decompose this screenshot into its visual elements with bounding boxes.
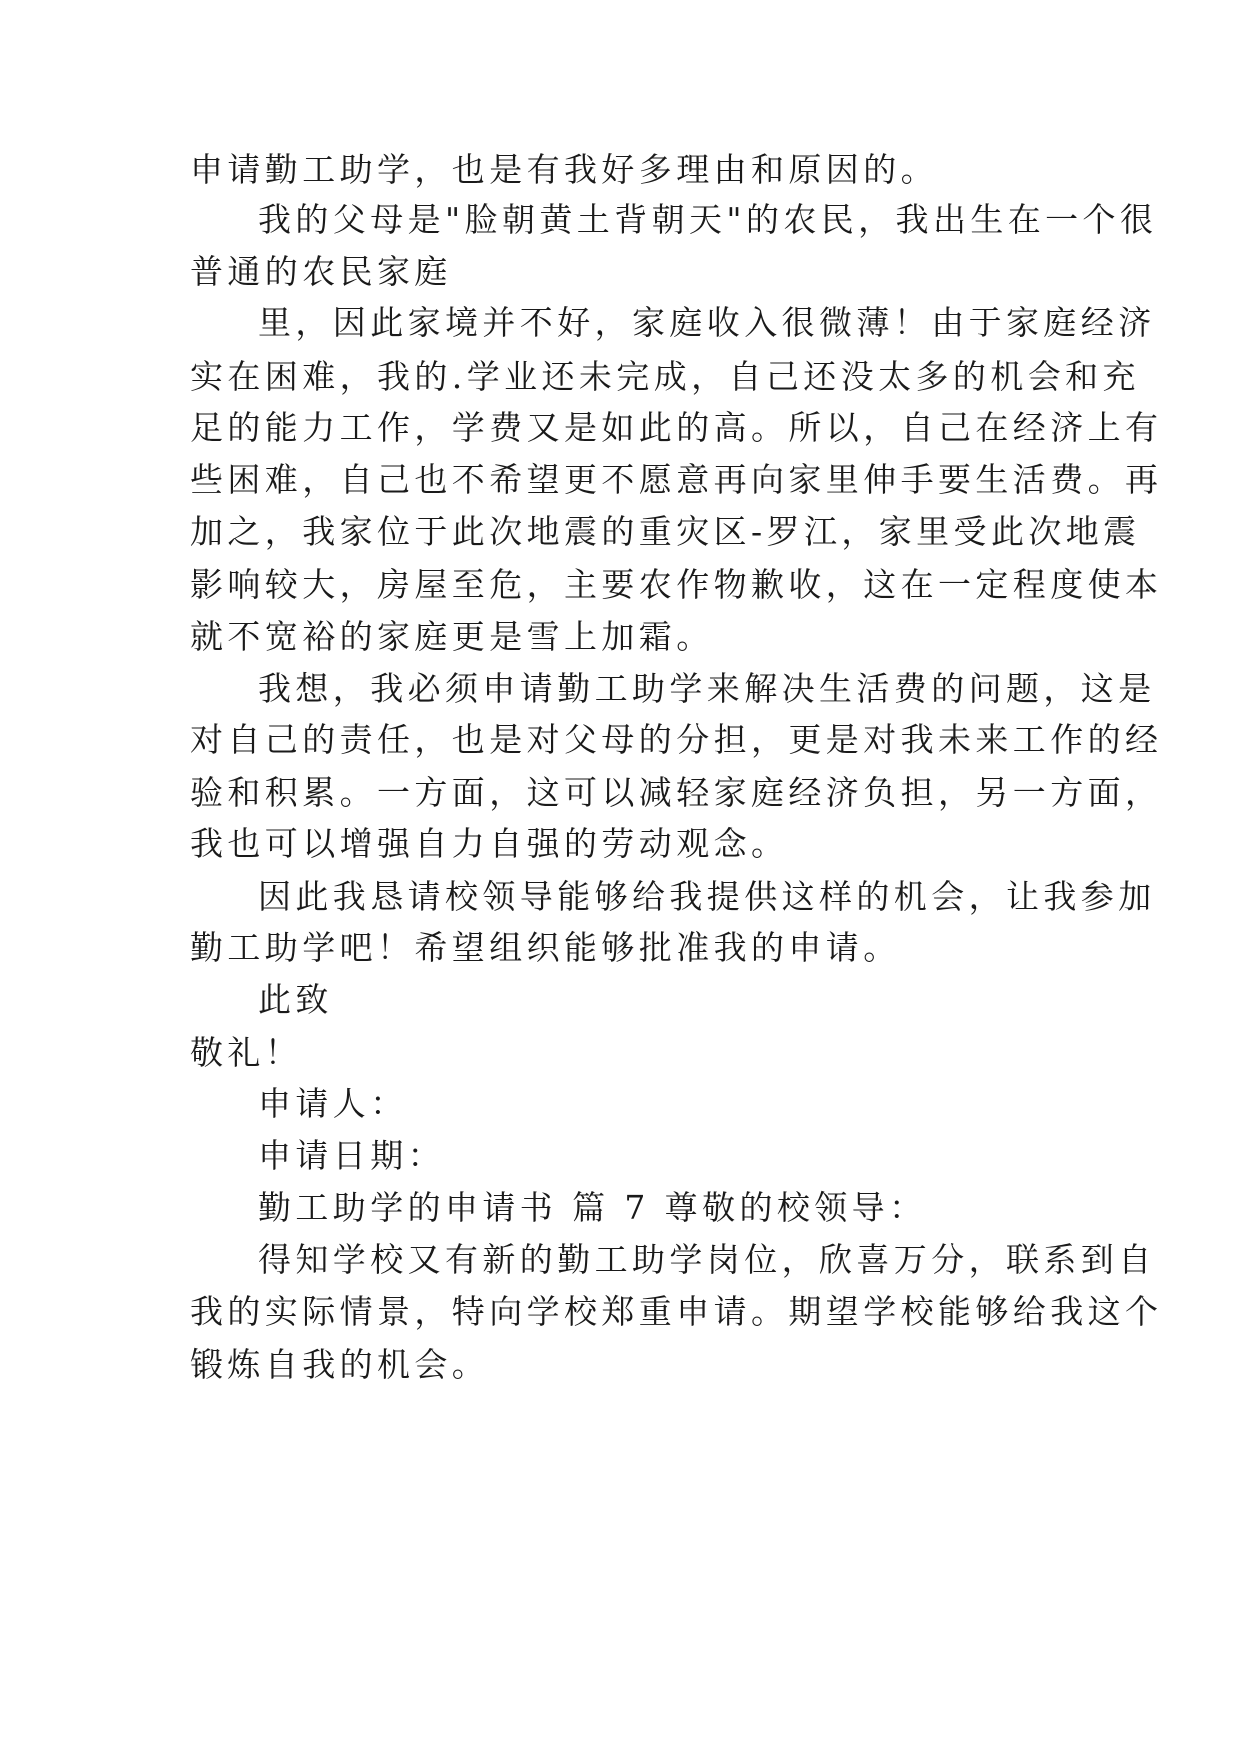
applicant-label: 申请人： bbox=[258, 1084, 408, 1123]
text-line-16: 勤工助学吧！希望组织能够批准我的申请。 bbox=[190, 928, 901, 967]
text-line-12: 对自己的责任，也是对父母的分担，更是对我未来工作的经 bbox=[190, 720, 1163, 759]
text-line-10: 就不宽裕的家庭更是雪上加霜。 bbox=[190, 617, 714, 656]
text-line-13: 验和积累。一方面，这可以减轻家庭经济负担，另一方面， bbox=[190, 773, 1163, 812]
text-line-15: 因此我恳请校领导能够给我提供这样的机会，让我参加 bbox=[258, 877, 1156, 916]
text-line-2: 我的父母是"脸朝黄土背朝天"的农民，我出生在一个很 bbox=[258, 200, 1158, 239]
text-line-5: 实在困难，我的.学业还未完成，自己还没太多的机会和充 bbox=[190, 357, 1140, 396]
text-line-4: 里，因此家境并不好，家庭收入很微薄！由于家庭经济 bbox=[258, 303, 1156, 342]
text-line-14: 我也可以增强自力自强的劳动观念。 bbox=[190, 824, 789, 863]
text-line-3: 普通的农民家庭 bbox=[190, 252, 452, 291]
text-line-22: 得知学校又有新的勤工助学岗位，欣喜万分，联系到自 bbox=[258, 1240, 1156, 1279]
text-line-7: 些困难，自己也不希望更不愿意再向家里伸手要生活费。再 bbox=[190, 460, 1163, 499]
text-line-23: 我的实际情景，特向学校郑重申请。期望学校能够给我这个 bbox=[190, 1292, 1163, 1331]
closing-salutation: 此致 bbox=[258, 980, 333, 1019]
text-line-9: 影响较大，房屋至危，主要农作物歉收，这在一定程度使本 bbox=[190, 565, 1163, 604]
text-line-24: 锻炼自我的机会。 bbox=[190, 1345, 490, 1384]
text-line-6: 足的能力工作，学费又是如此的高。所以，自己在经济上有 bbox=[190, 408, 1163, 447]
text-line-1: 申请勤工助学，也是有我好多理由和原因的。 bbox=[190, 150, 938, 189]
text-line-11: 我想，我必须申请勤工助学来解决生活费的问题，这是 bbox=[258, 669, 1156, 708]
section-heading: 勤工助学的申请书 篇 7 尊敬的校领导： bbox=[258, 1188, 927, 1227]
closing-regards: 敬礼！ bbox=[190, 1033, 303, 1072]
application-date-label: 申请日期： bbox=[258, 1136, 445, 1175]
text-line-8: 加之，我家位于此次地震的重灾区-罗江，家里受此次地震 bbox=[190, 512, 1141, 551]
